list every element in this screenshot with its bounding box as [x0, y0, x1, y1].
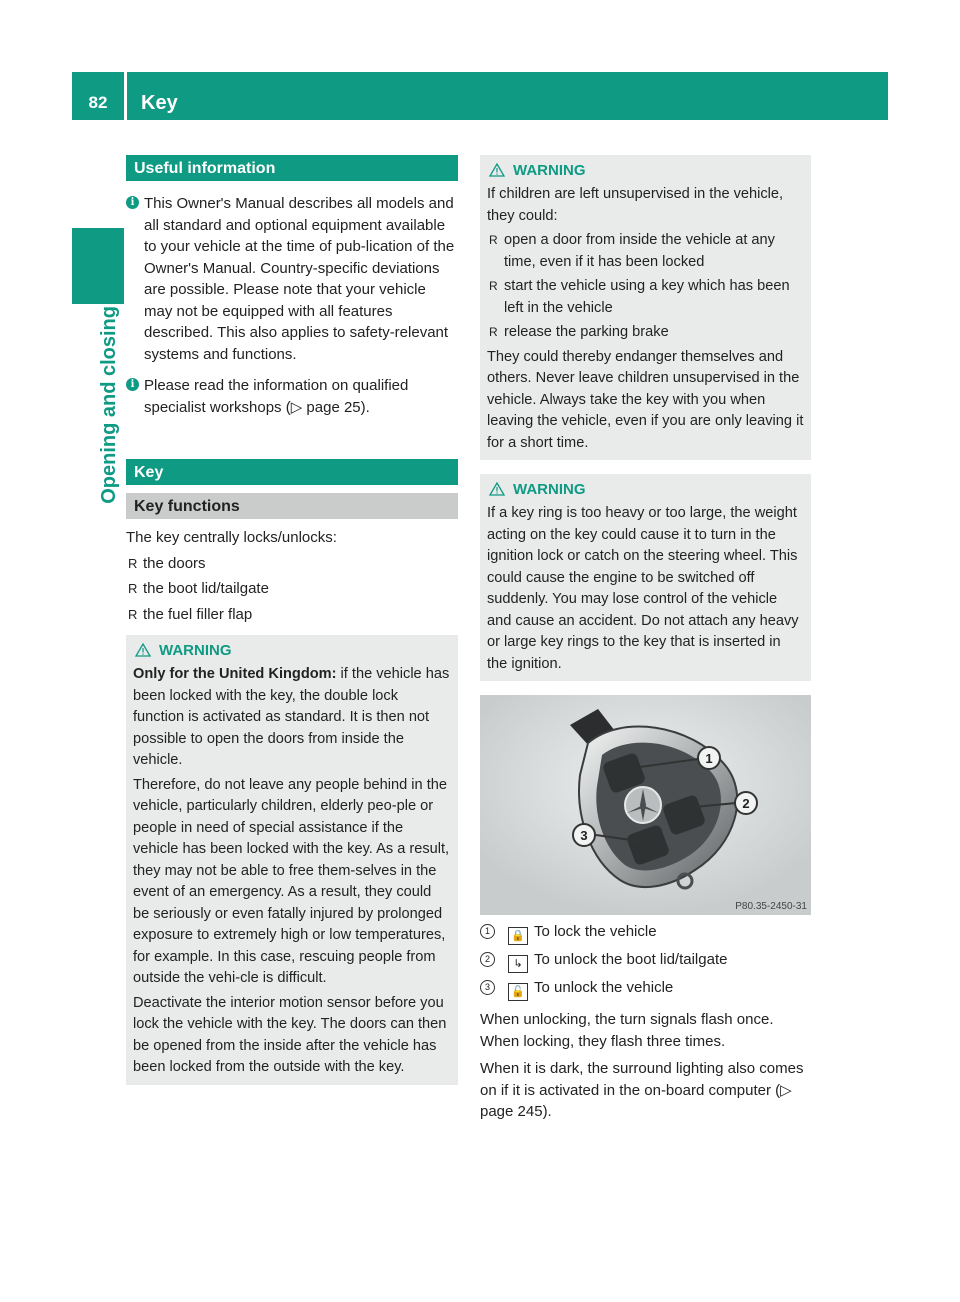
page-title: Key: [141, 92, 178, 114]
warning-children: [480, 155, 811, 460]
warning-label: WARNING: [159, 642, 232, 659]
warning-children-bullet: R open a door from inside the vehicle at any time, even if it has been locked: [487, 230, 804, 273]
legend-number: 3: [480, 980, 495, 995]
callout-3-label: 3: [580, 828, 588, 843]
key-bullet-fuel: R the fuel filler flap: [126, 604, 458, 626]
unlock-icon: 🔓: [508, 983, 528, 1001]
warning-p1-text: if the vehicle has been locked with the key, the double lock function is activated as standard. It is then not possible to open the doors from inside the vehicle.: [133, 666, 450, 768]
warning-triangle-icon: [135, 643, 151, 657]
key-section-heading: Key: [126, 459, 458, 485]
info-note-workshops: [126, 375, 458, 418]
warning-heading: [487, 159, 804, 181]
warning-p3: Deactivate the interior motion sensor before you lock the vehicle with the key. The doors can then be opened from the inside after the vehicle has been locked from the outside with the key.: [133, 994, 447, 1075]
key-intro: The key centrally locks/unlocks:: [126, 529, 337, 546]
warning-label: WARNING: [513, 481, 586, 498]
legend-text: To lock the vehicle: [534, 923, 657, 940]
warning-lead: Only for the United Kingdom:: [133, 666, 337, 682]
legend-item-unlock: [480, 977, 811, 1001]
boot-icon: ↳: [508, 955, 528, 973]
warning-double-lock: [126, 635, 458, 1085]
chapter-tab: [72, 228, 124, 304]
key-illustration: [480, 695, 811, 915]
info-icon: i: [126, 378, 139, 391]
key-functions-heading: Key functions: [126, 493, 458, 519]
info-note-models: [126, 193, 458, 365]
warning-heading: [487, 478, 804, 500]
header-divider: [124, 72, 127, 120]
warning-triangle-icon: [489, 163, 505, 177]
warning-label: WARNING: [513, 162, 586, 179]
info-note-models-text: This Owner's Manual describes all models and all standard and optional equipment available to your vehicle at the time of pub-lication of the Owner's Manual. Country-specific deviations are possible. Please note that your vehicle may not be equipped with all features described. This also applies to safety-relevant systems and functions.: [144, 195, 455, 363]
legend-number: 2: [480, 952, 495, 967]
warning-key-ring: [480, 474, 811, 681]
key-bullet-boot: R the boot lid/tailgate: [126, 578, 458, 600]
warning-children-bullet: R start the vehicle using a key which has been left in the vehicle: [487, 276, 804, 319]
chapter-label: Opening and closing: [98, 306, 120, 504]
warning-heading: [133, 639, 451, 661]
legend-text: To unlock the boot lid/tailgate: [534, 951, 728, 968]
key-bullet-doors: R the doors: [126, 553, 458, 575]
warning-p1: [133, 664, 451, 772]
header-bar: [72, 72, 888, 120]
warning-p2: Therefore, do not leave any people behind in the vehicle, particularly children, elderly peo-ple or people in need of special assistance if the vehicle has been locked with the key. As a result, they may not be able to free them-selves in the event of an emergency. As a result, they could be seriously or even fatally injured by prolonged exposure to extremely high or low temperatures, for example. In this case, rescuing people from outside the vehi-cle is difficult.: [133, 776, 450, 986]
page-number: 82: [88, 93, 108, 112]
legend-text: To unlock the vehicle: [534, 979, 674, 996]
legend-number: 1: [480, 924, 495, 939]
surround-lighting-paragraph: When it is dark, the surround lighting also comes on if it is activated in the on-board computer (▷ page 245).: [480, 1060, 804, 1120]
callout-1-label: 1: [705, 751, 713, 766]
useful-information-heading: Useful information: [126, 155, 458, 181]
legend: [480, 921, 811, 1001]
legend-item-boot: [480, 949, 811, 973]
info-note-workshops-text: Please read the information on qualified specialist workshops (▷ page 25).: [144, 377, 409, 416]
right-column: [480, 155, 811, 1123]
warning-triangle-icon: [489, 482, 505, 496]
warning-key-ring-text: If a key ring is too heavy or too large, the weight acting on the key could cause it to turn in the ignition lock or catch on the steering wheel. This could cause the engine to be switched off suddenly. You may lose control of the vehicle and cause an accident. Do not attach any heavy or large key rings to the key that is inserted in the ignition.: [487, 505, 799, 672]
lock-icon: 🔒: [508, 927, 528, 945]
turn-signal-paragraph: When unlocking, the turn signals flash once. When locking, they flash three times.: [480, 1011, 774, 1050]
left-column: [126, 155, 458, 1085]
legend-item-lock: [480, 921, 811, 945]
warning-children-bullet: R release the parking brake: [487, 322, 804, 344]
callout-2-label: 2: [742, 796, 750, 811]
photo-code: P80.35-2450-31: [735, 901, 807, 912]
warning-children-outro: They could thereby endanger themselves and others. Never leave children unsupervised in the vehicle. Always take the key with you when leaving the vehicle, even if you are only leaving it for a short time.: [487, 348, 804, 451]
info-icon: i: [126, 196, 139, 209]
key-photo: [480, 695, 811, 915]
warning-children-intro: If children are left unsupervised in the vehicle, they could:: [487, 186, 784, 224]
